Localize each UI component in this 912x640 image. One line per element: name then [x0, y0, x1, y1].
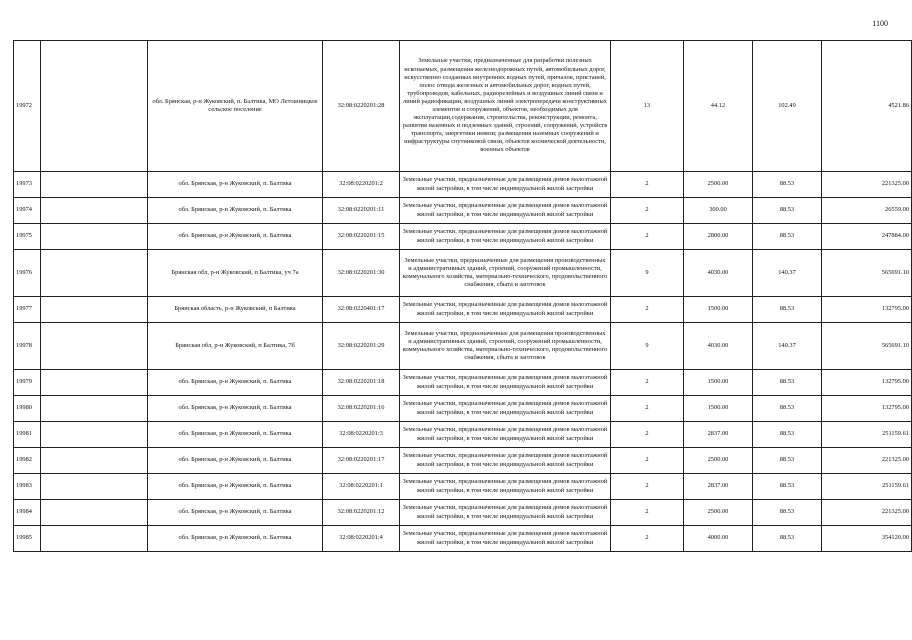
land-use-cell: Земельные участки, предназначенные для размещения производственных и административных зданий, строений, сооружений промышленности, коммунального хозяйства, материально-технического, продовольственного снабжения, сбыта и заготовок	[400, 250, 611, 297]
address-cell: обл. Брянская, р-н Жуковский, п. Балтика, МО Летошницкое сельское поселение	[148, 41, 323, 172]
spacer-cell	[41, 422, 148, 448]
table-row	[14, 448, 912, 474]
unit-rate-cell: 140.37	[753, 323, 822, 370]
land-use-cell: Земельные участки, предназначенные для размещения домов малоэтажной жилой застройки, в том числе индивидуальной жилой застройки	[400, 370, 611, 396]
cadastral-number-cell: 32:08:0220201:16	[323, 396, 400, 422]
use-code-cell: 2	[611, 370, 684, 396]
table-row	[14, 297, 912, 323]
unit-rate-cell: 140.37	[753, 250, 822, 297]
cadastral-number-cell: 32:08:0220201:1	[323, 474, 400, 500]
use-code-cell: 2	[611, 526, 684, 552]
area-cell: 4000.00	[684, 526, 753, 552]
land-use-cell: Земельные участки, предназначенные для размещения домов малоэтажной жилой застройки, в том числе индивидуальной жилой застройки	[400, 474, 611, 500]
use-code-cell: 13	[611, 41, 684, 172]
table-row	[14, 500, 912, 526]
land-use-cell: Земельные участки, предназначенные для размещения домов малоэтажной жилой застройки, в том числе индивидуальной жилой застройки	[400, 297, 611, 323]
address-cell: обл. Брянская, р-н Жуковский, п. Балтика	[148, 526, 323, 552]
address-cell: Брянская обл, р-н Жуковский, п Балтика, уч 7а	[148, 250, 323, 297]
unit-rate-cell: 88.53	[753, 500, 822, 526]
cadastral-value-cell: 132795.00	[822, 297, 912, 323]
record-number: 19978	[14, 323, 41, 370]
cadastral-number-cell: 32:08:0220201:3	[323, 422, 400, 448]
spacer-cell	[41, 474, 148, 500]
address-cell: обл. Брянская, р-н Жуковский, п. Балтика	[148, 198, 323, 224]
page-number: 1100	[872, 19, 888, 28]
address-cell: обл. Брянская, р-н Жуковский, п. Балтика	[148, 474, 323, 500]
area-cell: 2800.00	[684, 224, 753, 250]
record-number: 19984	[14, 500, 41, 526]
cadastral-value-cell: 221325.00	[822, 448, 912, 474]
table-row	[14, 396, 912, 422]
land-use-cell: Земельные участки, предназначенные для размещения домов малоэтажной жилой застройки, в том числе индивидуальной жилой застройки	[400, 526, 611, 552]
unit-rate-cell: 88.53	[753, 370, 822, 396]
use-code-cell: 9	[611, 323, 684, 370]
cadastral-value-cell: 247884.00	[822, 224, 912, 250]
table-row	[14, 41, 912, 172]
spacer-cell	[41, 250, 148, 297]
land-use-cell: Земельные участки, предназначенные для размещения домов малоэтажной жилой застройки, в том числе индивидуальной жилой застройки	[400, 396, 611, 422]
table-row	[14, 422, 912, 448]
use-code-cell: 2	[611, 297, 684, 323]
table-row	[14, 224, 912, 250]
record-number: 19985	[14, 526, 41, 552]
cadastral-number-cell: 32:08:0220201:2	[323, 172, 400, 198]
table-row	[14, 250, 912, 297]
use-code-cell: 2	[611, 448, 684, 474]
cadastral-value-cell: 132795.00	[822, 370, 912, 396]
record-number: 19979	[14, 370, 41, 396]
area-cell: 2500.00	[684, 500, 753, 526]
cadastral-number-cell: 32:08:0220201:29	[323, 323, 400, 370]
cadastral-value-cell: 565691.10	[822, 323, 912, 370]
address-cell: Брянская обл, р-н Жуковский, п Балтика, 7б	[148, 323, 323, 370]
unit-rate-cell: 88.53	[753, 526, 822, 552]
cadastral-value-cell: 221325.00	[822, 172, 912, 198]
cadastral-value-cell: 251159.61	[822, 474, 912, 500]
spacer-cell	[41, 172, 148, 198]
cadastral-value-cell: 4521.86	[822, 41, 912, 172]
record-number: 19974	[14, 198, 41, 224]
cadastral-number-cell: 32:08:0220201:28	[323, 41, 400, 172]
area-cell: 2837.00	[684, 422, 753, 448]
cadastral-number-cell: 32:08:0220201:18	[323, 370, 400, 396]
use-code-cell: 2	[611, 422, 684, 448]
record-number: 19983	[14, 474, 41, 500]
area-cell: 4030.00	[684, 323, 753, 370]
spacer-cell	[41, 526, 148, 552]
address-cell: обл. Брянская, р-н Жуковский, п. Балтика	[148, 500, 323, 526]
record-number: 19972	[14, 41, 41, 172]
spacer-cell	[41, 198, 148, 224]
record-number: 19980	[14, 396, 41, 422]
unit-rate-cell: 88.53	[753, 224, 822, 250]
cadastral-number-cell: 32:08:0220401:17	[323, 297, 400, 323]
table-row	[14, 474, 912, 500]
use-code-cell: 2	[611, 172, 684, 198]
area-cell: 2500.00	[684, 172, 753, 198]
address-cell: обл. Брянская, р-н Жуковский, п. Балтика	[148, 422, 323, 448]
cadastral-number-cell: 32:08:0220201:15	[323, 224, 400, 250]
spacer-cell	[41, 500, 148, 526]
unit-rate-cell: 88.53	[753, 474, 822, 500]
cadastral-number-cell: 32:08:0220201:12	[323, 500, 400, 526]
table-row	[14, 323, 912, 370]
table-row	[14, 526, 912, 552]
record-number: 19975	[14, 224, 41, 250]
address-cell: обл. Брянская, р-н Жуковский, п. Балтика	[148, 224, 323, 250]
spacer-cell	[41, 370, 148, 396]
spacer-cell	[41, 297, 148, 323]
table-row	[14, 172, 912, 198]
area-cell: 2837.00	[684, 474, 753, 500]
area-cell: 4030.00	[684, 250, 753, 297]
cadastral-value-cell: 132795.00	[822, 396, 912, 422]
table-row	[14, 198, 912, 224]
land-use-cell: Земельные участки, предназначенные для размещения домов малоэтажной жилой застройки, в том числе индивидуальной жилой застройки	[400, 500, 611, 526]
unit-rate-cell: 102.49	[753, 41, 822, 172]
cadastral-value-cell: 354120.00	[822, 526, 912, 552]
land-use-cell: Земельные участки, предназначенные для размещения домов малоэтажной жилой застройки, в том числе индивидуальной жилой застройки	[400, 224, 611, 250]
area-cell: 2500.00	[684, 448, 753, 474]
spacer-cell	[41, 396, 148, 422]
unit-rate-cell: 88.53	[753, 297, 822, 323]
spacer-cell	[41, 224, 148, 250]
spacer-cell	[41, 323, 148, 370]
address-cell: обл. Брянская, р-н Жуковский, п. Балтика	[148, 448, 323, 474]
record-number: 19976	[14, 250, 41, 297]
address-cell: обл. Брянская, р-н Жуковский, п. Балтика	[148, 370, 323, 396]
table-body	[14, 41, 912, 552]
use-code-cell: 2	[611, 474, 684, 500]
area-cell: 44.12	[684, 41, 753, 172]
cadastral-value-cell: 251159.61	[822, 422, 912, 448]
record-number: 19977	[14, 297, 41, 323]
unit-rate-cell: 88.53	[753, 422, 822, 448]
cadastral-value-cell: 26559.00	[822, 198, 912, 224]
cadastral-number-cell: 32:08:0220201:30	[323, 250, 400, 297]
cadastral-value-cell: 221325.00	[822, 500, 912, 526]
use-code-cell: 2	[611, 500, 684, 526]
use-code-cell: 2	[611, 396, 684, 422]
address-cell: Брянская область, р-н Жуковский, п Балтика	[148, 297, 323, 323]
area-cell: 300.00	[684, 198, 753, 224]
cadastral-number-cell: 32:08:0220201:11	[323, 198, 400, 224]
area-cell: 1500.00	[684, 396, 753, 422]
land-use-cell: Земельные участки, предназначенные для размещения домов малоэтажной жилой застройки, в том числе индивидуальной жилой застройки	[400, 422, 611, 448]
land-use-cell: Земельные участки, предназначенные для размещения домов малоэтажной жилой застройки, в том числе индивидуальной жилой застройки	[400, 172, 611, 198]
unit-rate-cell: 88.53	[753, 448, 822, 474]
use-code-cell: 2	[611, 198, 684, 224]
cadastral-number-cell: 32:08:0220201:17	[323, 448, 400, 474]
record-number: 19982	[14, 448, 41, 474]
land-use-cell: Земельные участки, предназначенные для размещения производственных и административных зданий, строений, сооружений промышленности, коммунального хозяйства, материально-технического, продовольственного снабжения, сбыта и заготовок	[400, 323, 611, 370]
area-cell: 1500.00	[684, 297, 753, 323]
use-code-cell: 9	[611, 250, 684, 297]
cadastral-number-cell: 32:08:0220201:4	[323, 526, 400, 552]
record-number: 19973	[14, 172, 41, 198]
land-use-cell: Земельные участки, предназначенные для размещения домов малоэтажной жилой застройки, в том числе индивидуальной жилой застройки	[400, 448, 611, 474]
record-number: 19981	[14, 422, 41, 448]
address-cell: обл. Брянская, р-н Жуковский, п. Балтика	[148, 396, 323, 422]
spacer-cell	[41, 41, 148, 172]
area-cell: 1500.00	[684, 370, 753, 396]
unit-rate-cell: 88.53	[753, 172, 822, 198]
unit-rate-cell: 88.53	[753, 396, 822, 422]
cadastral-value-table	[13, 40, 912, 552]
use-code-cell: 2	[611, 224, 684, 250]
unit-rate-cell: 88.53	[753, 198, 822, 224]
cadastral-value-cell: 565691.10	[822, 250, 912, 297]
spacer-cell	[41, 448, 148, 474]
land-use-cell: Земельные участки, предназначенные для размещения домов малоэтажной жилой застройки, в том числе индивидуальной жилой застройки	[400, 198, 611, 224]
address-cell: обл. Брянская, р-н Жуковский, п. Балтика	[148, 172, 323, 198]
table-row	[14, 370, 912, 396]
land-use-cell: Земельные участки, предназначенные для разработки полезных ископаемых, размещения железнодорожных путей, автомобильных дорог, искусственно созданных внутренних водных путей, причалов, пристаней, полос отвода железных и автомобильных дорог, водных путей, трубопроводов, кабельных, радиорелейных и воздушных линий связи и линий радиофикации, воздушных линий электропередачи конструктивных элементов и сооружений, объектов, необходимых для эксплуатации,содержания, строительства, реконструкции, ремонта, развития наземных и подземных зданий, строений, сооружений, устройств транспорта, энергетики иевязи; размещения наземных сооружений и инфраструктуры спутниковой связи, объектов космической деятельности, военных объектов	[400, 41, 611, 172]
